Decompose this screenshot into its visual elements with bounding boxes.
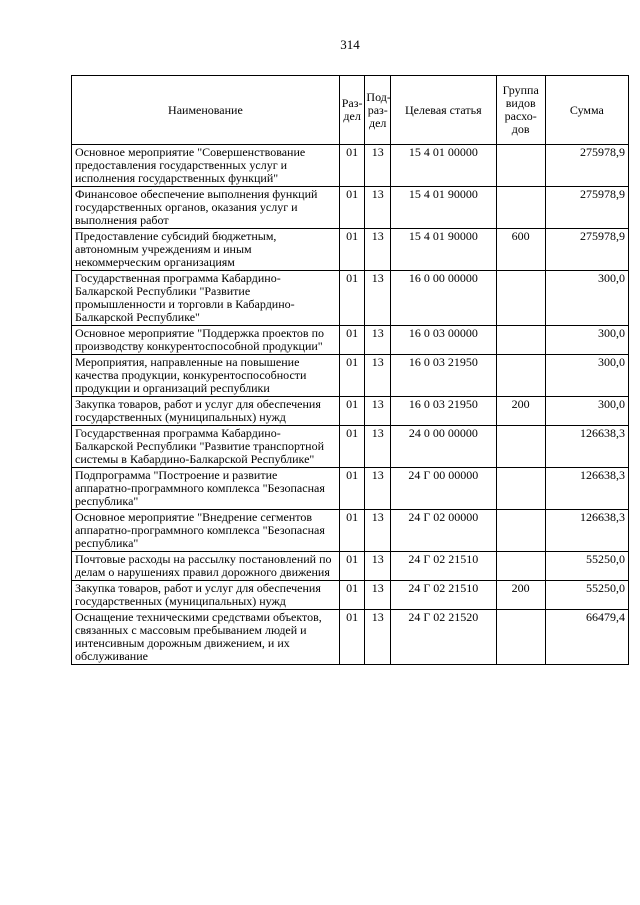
cell-gruppa xyxy=(496,610,545,665)
cell-gruppa xyxy=(496,355,545,397)
cell-summa: 275978,9 xyxy=(545,229,628,271)
cell-razdel: 01 xyxy=(339,145,365,187)
cell-gruppa: 200 xyxy=(496,397,545,426)
cell-razdel: 01 xyxy=(339,510,365,552)
cell-summa: 126638,3 xyxy=(545,426,628,468)
cell-podrazdel: 13 xyxy=(365,271,391,326)
table-row xyxy=(72,552,629,581)
cell-gruppa xyxy=(496,468,545,510)
cell-statya: 15 4 01 00000 xyxy=(391,145,497,187)
cell-podrazdel: 13 xyxy=(365,397,391,426)
cell-statya: 16 0 00 00000 xyxy=(391,271,497,326)
cell-razdel: 01 xyxy=(339,468,365,510)
cell-razdel: 01 xyxy=(339,581,365,610)
cell-razdel: 01 xyxy=(339,271,365,326)
cell-gruppa xyxy=(496,187,545,229)
cell-podrazdel: 13 xyxy=(365,552,391,581)
cell-gruppa: 200 xyxy=(496,581,545,610)
cell-summa: 126638,3 xyxy=(545,468,628,510)
cell-statya: 15 4 01 90000 xyxy=(391,229,497,271)
cell-name: Предоставление субсидий бюджетным, автономным учреждениям и иным некоммерческим организациям xyxy=(72,229,340,271)
cell-gruppa xyxy=(496,510,545,552)
cell-gruppa xyxy=(496,326,545,355)
cell-podrazdel: 13 xyxy=(365,468,391,510)
cell-summa: 300,0 xyxy=(545,397,628,426)
cell-statya: 16 0 03 00000 xyxy=(391,326,497,355)
cell-summa: 66479,4 xyxy=(545,610,628,665)
header-podrazdel: Под-раз-дел xyxy=(365,76,391,145)
cell-razdel: 01 xyxy=(339,355,365,397)
header-razdel: Раз-дел xyxy=(339,76,365,145)
cell-name: Государственная программа Кабардино-Балкарской Республики "Развитие транспортной системы в Кабардино-Балкарской Республике" xyxy=(72,426,340,468)
cell-podrazdel: 13 xyxy=(365,426,391,468)
cell-name: Закупка товаров, работ и услуг для обеспечения государственных (муниципальных) нужд xyxy=(72,397,340,426)
cell-gruppa xyxy=(496,271,545,326)
cell-summa: 275978,9 xyxy=(545,145,628,187)
header-summa: Сумма xyxy=(545,76,628,145)
cell-podrazdel: 13 xyxy=(365,355,391,397)
cell-razdel: 01 xyxy=(339,552,365,581)
cell-statya: 16 0 03 21950 xyxy=(391,397,497,426)
cell-gruppa xyxy=(496,426,545,468)
table-row xyxy=(72,468,629,510)
cell-name: Мероприятия, направленные на повышение качества продукции, конкурентоспособности продукции и организаций республики xyxy=(72,355,340,397)
cell-podrazdel: 13 xyxy=(365,510,391,552)
cell-summa: 126638,3 xyxy=(545,510,628,552)
cell-razdel: 01 xyxy=(339,326,365,355)
cell-name: Основное мероприятие "Внедрение сегментов аппаратно-программного комплекса "Безопасная республика" xyxy=(72,510,340,552)
cell-summa: 300,0 xyxy=(545,355,628,397)
cell-razdel: 01 xyxy=(339,229,365,271)
cell-statya: 16 0 03 21950 xyxy=(391,355,497,397)
table-row xyxy=(72,610,629,665)
header-statya: Целевая статья xyxy=(391,76,497,145)
cell-name: Закупка товаров, работ и услуг для обеспечения государственных (муниципальных) нужд xyxy=(72,581,340,610)
cell-summa: 300,0 xyxy=(545,271,628,326)
cell-name: Государственная программа Кабардино-Балкарской Республики "Развитие промышленности и торговли в Кабардино-Балкарской Республике" xyxy=(72,271,340,326)
table-row xyxy=(72,229,629,271)
table-row xyxy=(72,355,629,397)
table-header-row xyxy=(72,76,629,145)
cell-podrazdel: 13 xyxy=(365,187,391,229)
cell-summa: 55250,0 xyxy=(545,581,628,610)
table-row xyxy=(72,426,629,468)
cell-statya: 24 0 00 00000 xyxy=(391,426,497,468)
cell-summa: 300,0 xyxy=(545,326,628,355)
header-gruppa: Группа видов расхо-дов xyxy=(496,76,545,145)
cell-podrazdel: 13 xyxy=(365,581,391,610)
cell-podrazdel: 13 xyxy=(365,610,391,665)
cell-name: Подпрограмма "Построение и развитие аппаратно-программного комплекса "Безопасная республика" xyxy=(72,468,340,510)
cell-podrazdel: 13 xyxy=(365,326,391,355)
cell-summa: 275978,9 xyxy=(545,187,628,229)
cell-podrazdel: 13 xyxy=(365,229,391,271)
cell-razdel: 01 xyxy=(339,187,365,229)
table-row xyxy=(72,326,629,355)
cell-statya: 15 4 01 90000 xyxy=(391,187,497,229)
cell-razdel: 01 xyxy=(339,610,365,665)
table-row xyxy=(72,397,629,426)
cell-statya: 24 Г 02 00000 xyxy=(391,510,497,552)
cell-name: Оснащение техническими средствами объектов, связанных с массовым пребыванием людей и интенсивным дорожным движением, и их обслуживание xyxy=(72,610,340,665)
table-row xyxy=(72,510,629,552)
cell-statya: 24 Г 02 21520 xyxy=(391,610,497,665)
table-row xyxy=(72,145,629,187)
cell-name: Финансовое обеспечение выполнения функций государственных органов, оказания услуг и выполнения работ xyxy=(72,187,340,229)
table-row xyxy=(72,581,629,610)
cell-name: Почтовые расходы на рассылку постановлений по делам о нарушениях правил дорожного движения xyxy=(72,552,340,581)
cell-statya: 24 Г 02 21510 xyxy=(391,552,497,581)
cell-razdel: 01 xyxy=(339,397,365,426)
cell-gruppa: 600 xyxy=(496,229,545,271)
cell-gruppa xyxy=(496,552,545,581)
cell-name: Основное мероприятие "Поддержка проектов по производству конкурентоспособной продукции" xyxy=(72,326,340,355)
cell-gruppa xyxy=(496,145,545,187)
cell-podrazdel: 13 xyxy=(365,145,391,187)
cell-statya: 24 Г 00 00000 xyxy=(391,468,497,510)
header-name: Наименование xyxy=(72,76,340,145)
cell-statya: 24 Г 02 21510 xyxy=(391,581,497,610)
budget-table xyxy=(71,75,629,665)
cell-summa: 55250,0 xyxy=(545,552,628,581)
cell-razdel: 01 xyxy=(339,426,365,468)
table-row xyxy=(72,271,629,326)
page-number: 314 xyxy=(340,37,360,52)
cell-name: Основное мероприятие "Совершенствование предоставления государственных услуг и исполнения государственных функций" xyxy=(72,145,340,187)
table-row xyxy=(72,187,629,229)
